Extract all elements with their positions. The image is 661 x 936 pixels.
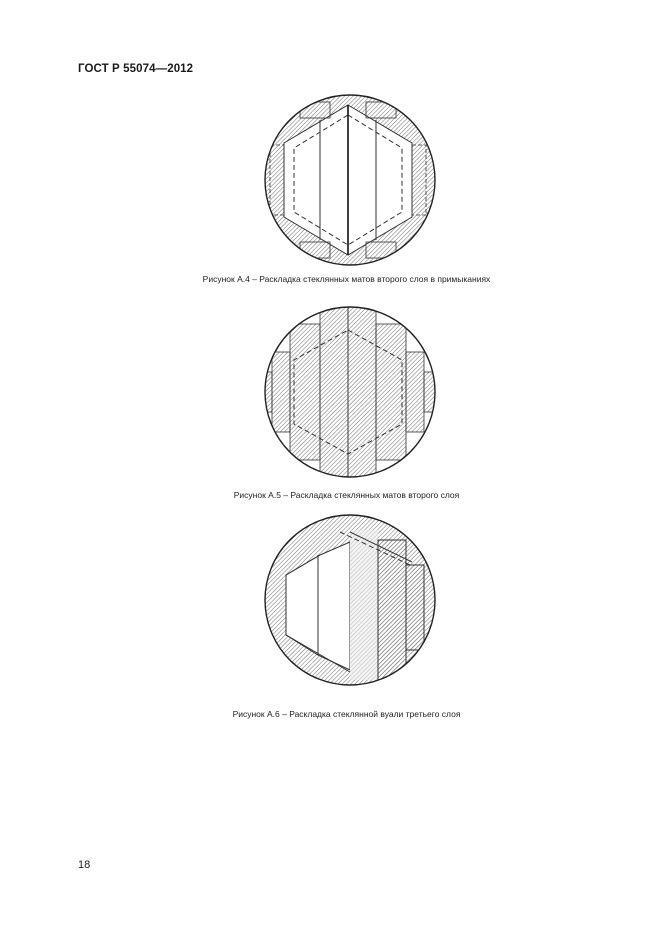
layout-diagram-a4 bbox=[240, 90, 460, 270]
document-header: ГОСТ Р 55074—2012 bbox=[78, 63, 194, 75]
figure-a6-caption: Рисунок А.6 – Раскладка стеклянной вуали третьего слоя bbox=[232, 709, 461, 719]
figure-a4-drawing bbox=[240, 90, 460, 270]
layout-diagram-a5 bbox=[240, 302, 460, 482]
page-number: 18 bbox=[78, 859, 91, 871]
figure-a6-drawing bbox=[240, 510, 460, 690]
figure-a5-drawing bbox=[240, 302, 460, 482]
layout-diagram-a6 bbox=[240, 510, 460, 690]
figure-a4-caption: Рисунок А.4 – Раскладка стеклянных матов второго слоя в примыканиях bbox=[202, 274, 491, 284]
figure-a5-caption: Рисунок А.5 – Раскладка стеклянных матов второго слоя bbox=[233, 490, 460, 500]
